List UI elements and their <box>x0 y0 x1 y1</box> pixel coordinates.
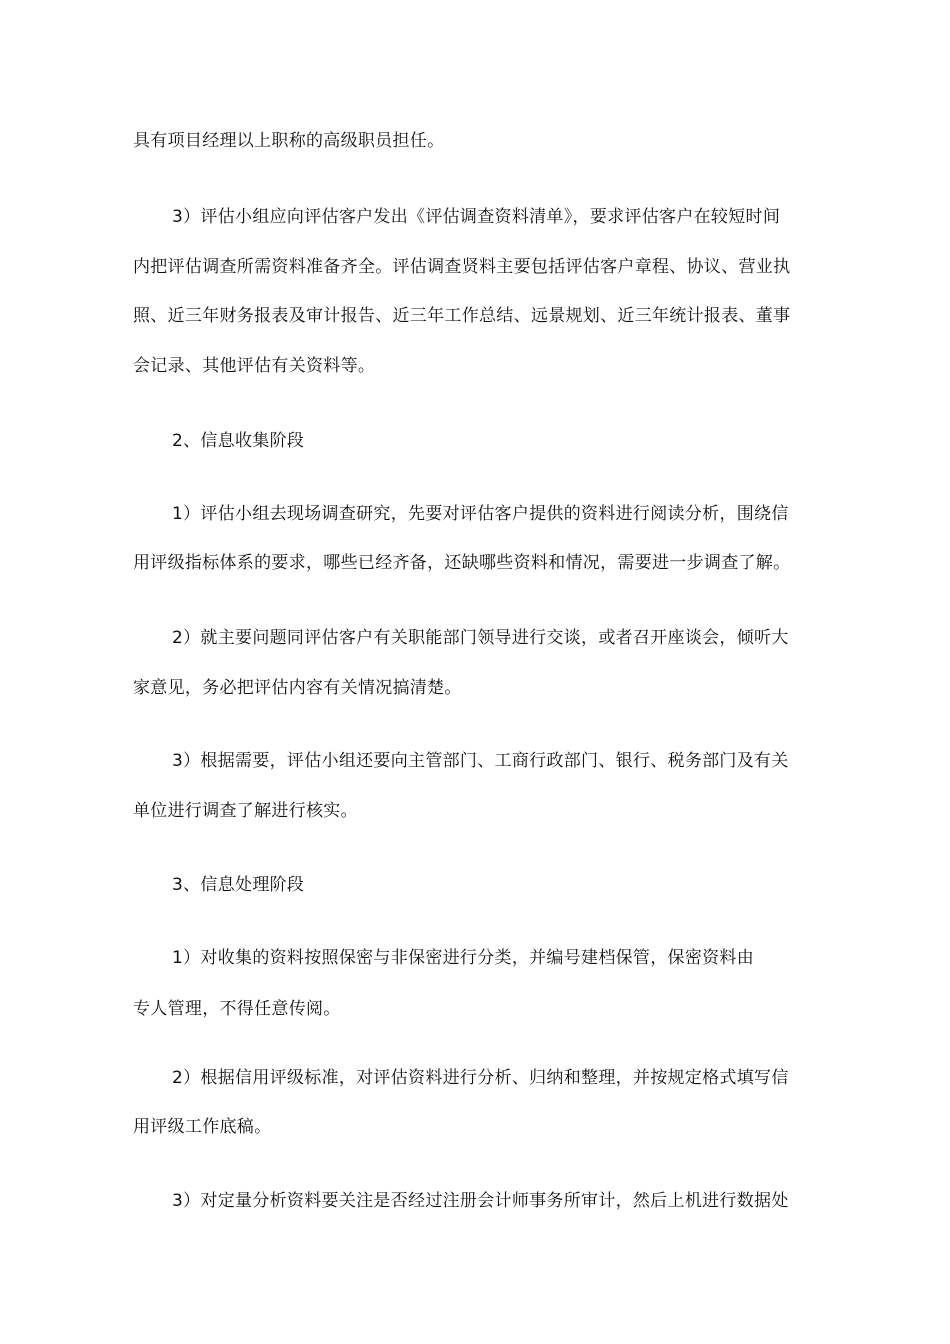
paragraph-line: 1）对收集的资料按照保密与非保密进行分类，并编号建档保管，保密资料由 <box>172 948 755 968</box>
paragraph-line: 用评级工作底稿。 <box>133 1117 272 1137</box>
paragraph-line: 单位进行调查了解进行核实。 <box>133 801 358 821</box>
paragraph-line: 具有项目经理以上职称的高级职员担任。 <box>133 131 445 151</box>
paragraph-line: 用评级指标体系的要求，哪些已经齐备，还缺哪些资料和情况，需要进一步调查了解。 <box>133 553 791 573</box>
paragraph-line: 3）评估小组应向评估客户发出《评估调查资料清单》，要求评估客户在较短时间 <box>172 207 781 227</box>
paragraph-line: 3）根据需要，评估小组还要向主管部门、工商行政部门、银行、税务部门及有关 <box>172 751 789 771</box>
paragraph-line: 3）对定量分析资料要关注是否经过注册会计师事务所审计，然后上机进行数据处 <box>172 1191 789 1211</box>
paragraph-line: 2）根据信用评级标准，对评估资料进行分析、归纳和整理，并按规定格式填写信 <box>172 1068 789 1088</box>
section-heading: 2、信息收集阶段 <box>172 431 305 451</box>
paragraph-line: 专人管理，不得任意传阅。 <box>133 999 341 1019</box>
paragraph-line: 内把评估调查所需资料准备齐全。评估调查贤料主要包括评估客户章程、协议、营业执 <box>133 257 791 277</box>
section-heading: 3、信息处理阶段 <box>172 875 305 895</box>
paragraph-line: 照、近三年财务报表及审计报告、近三年工作总结、远景规划、近三年统计报表、董事 <box>133 306 791 326</box>
paragraph-line: 1）评估小组去现场调查研究，先要对评估客户提供的资料进行阅读分析，围绕信 <box>172 504 789 524</box>
paragraph-line: 家意见，务必把评估内容有关情况搞清楚。 <box>133 678 462 698</box>
paragraph-line: 会记录、其他评估有关资料等。 <box>133 356 376 376</box>
paragraph-line: 2）就主要问题同评估客户有关职能部门领导进行交谈，或者召开座谈会，倾听大 <box>172 628 789 648</box>
